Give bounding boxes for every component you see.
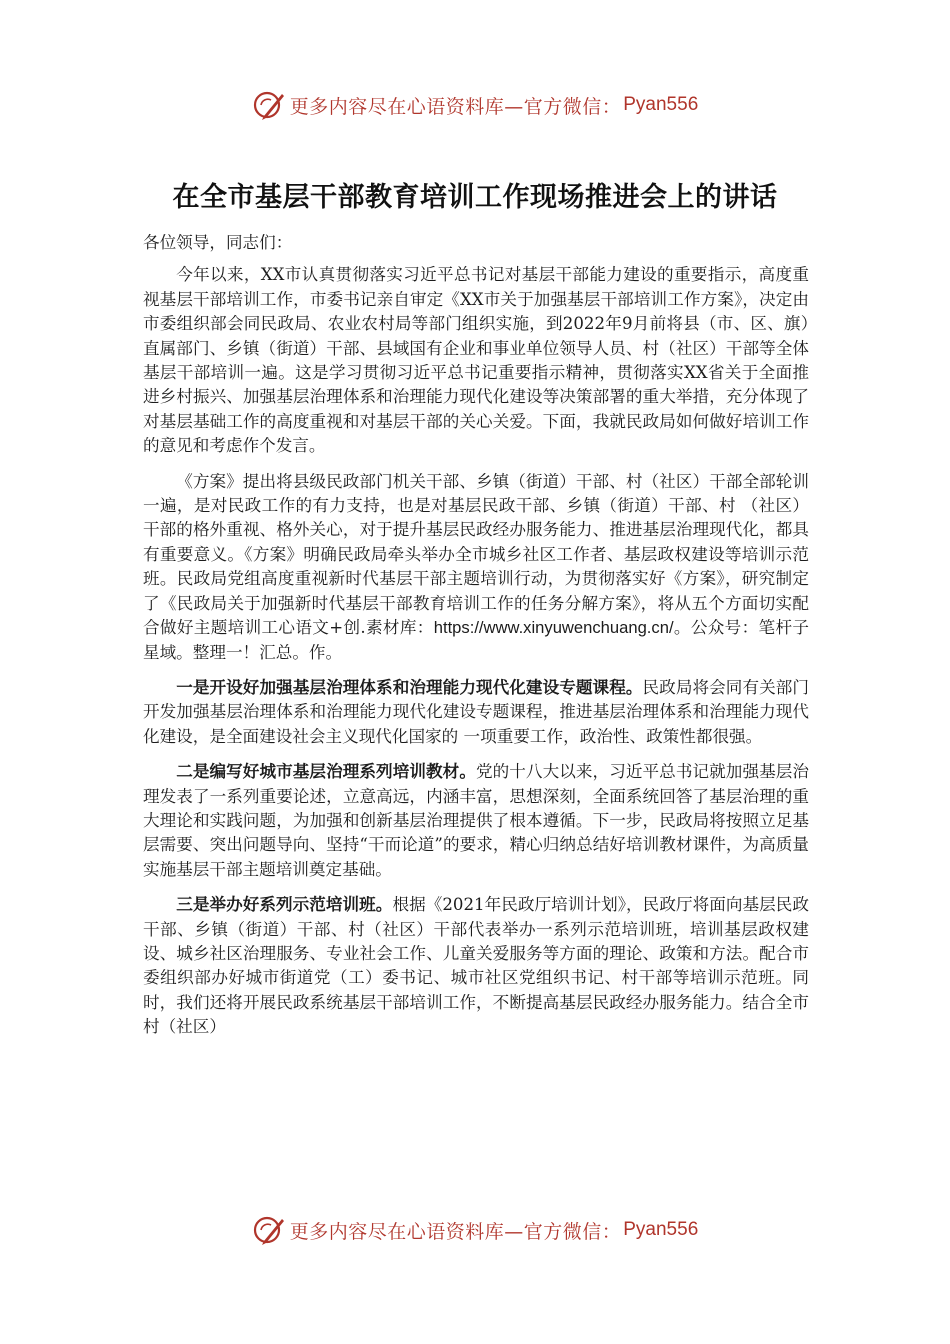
banner-wechat-id: Pyan556 (623, 1219, 699, 1240)
paragraph-text: 民政局将会同有关部门开发加强基层治理体系和治理能力现代化建设专题课程，推进基层治理体系和治理能力现代化建设，是全面建设社会主义现代化国家的 一项重要工作，政治性、政策性都很强。 (143, 677, 809, 746)
paragraph-text: 今年以来，XX市认真贯彻落实习近平总书记对基层干部能力建设的重要指示，高度重视基层干部培训工作，市委书记亲自审定《XX市关于加强基层干部培训工作方案》，决定由市委组织部会同民政局、农业农村局等部门组织实施，到2022年9月前将县（市、区、旗）直属部门、乡镇（街道）干部、县域国有企业和事业单位领导人员、村（社区）干部等全体基层干部培训一遍。这是学习贯彻习近平总书记重要指示精神，贯彻落实XX省关于全面推进乡村振兴、加强基层治理体系和治理能力现代化建设等决策部署的重大举措，充分体现了对基层基础工作的高度重视和对基层干部的关心关爱。下面，我就民政局如何做好培训工作的意见和考虑作个发言。 (143, 265, 809, 456)
pen-circle-logo-icon (252, 1213, 286, 1247)
paragraph-tail: 。公众号：笔杆子星域。整理一！汇总。作。 (143, 618, 809, 662)
paragraph-1 (143, 263, 809, 458)
paragraph-2 (143, 470, 809, 665)
paragraph-text: 党的十八大以来，习近平总书记就加强基层治理发表了一系列重要论述，立意高远，内涵丰富，思想深刻，全面系统回答了基层治理的重大理论和实践问题，为加强和创新基层治理提供了根本遵循。下一步，民政局将按照立足基层需要、突出问题导向、坚持“干而论道”的要求，精心归纳总结好培训教材课件，为高质量实施基层干部主题培训奠定基础。 (143, 762, 809, 879)
banner-text: 更多内容尽在心语资料库—官方微信： (289, 1220, 622, 1243)
paragraph-heading: 三是举办好系列示范培训班。 (176, 895, 393, 915)
source-url: https://www.xinyuwenchuang.cn/ (433, 618, 674, 638)
paragraph-text: 根据《2021年民政厅培训计划》，民政厅将面向基层民政干部、乡镇（街道）干部、村（社区）干部代表举办一系列示范培训班，培训基层政权建设、城乡社区治理服务、专业社会工作、儿童关爱服务等方面的理论、政策和方法。配合市委组织部办好城市街道党（工）委书记、城市社区党组织书记、村干部等培训示范班。同时，我们还将开展民政系统基层干部培训工作，不断提高基层民政经办服务能力。结合全市村（社区） (143, 895, 809, 1037)
paragraph-4 (143, 760, 809, 882)
greeting: 各位领导，同志们： (143, 233, 293, 252)
paragraph-3 (143, 676, 809, 749)
paragraph-5 (143, 893, 809, 1039)
paragraph-heading: 二是编写好城市基层治理系列培训教材。 (176, 762, 476, 782)
footer-banner (0, 1210, 950, 1250)
paragraph-text: 《方案》提出将县级民政部门机关干部、乡镇（街道）干部、村（社区）干部全部轮训一遍，是对民政工作的有力支持，也是对基层民政干部、乡镇（街道）干部、村 （社区）干部的格外重视、格外关心，对于提升基层民政经办服务能力、推进基层治理现代化，都具有重要意义。《方案》明确民政局牵头举办全市城乡社区工作者、基层政权建设等培训示范班。民政局党组高度重视新时代基层干部主题培训行动，为贯彻落实好《方案》，研究制定了《民政局关于加强新时代基层干部教育培训工作的任务分解方案》，将从五个方面切实配合做好主题培训工心语文+创.素材库： (143, 471, 809, 638)
paragraph-heading: 一是开设好加强基层治理体系和治理能力现代化建设专题课程。 (176, 677, 643, 697)
banner-text: 更多内容尽在心语资料库—官方微信： (289, 95, 622, 118)
banner-wechat-id: Pyan556 (623, 94, 699, 115)
document-title: 在全市基层干部教育培训工作现场推进会上的讲话 (172, 182, 778, 213)
header-banner (0, 85, 950, 125)
pen-circle-logo-icon (252, 88, 286, 122)
document-body (143, 231, 809, 1051)
